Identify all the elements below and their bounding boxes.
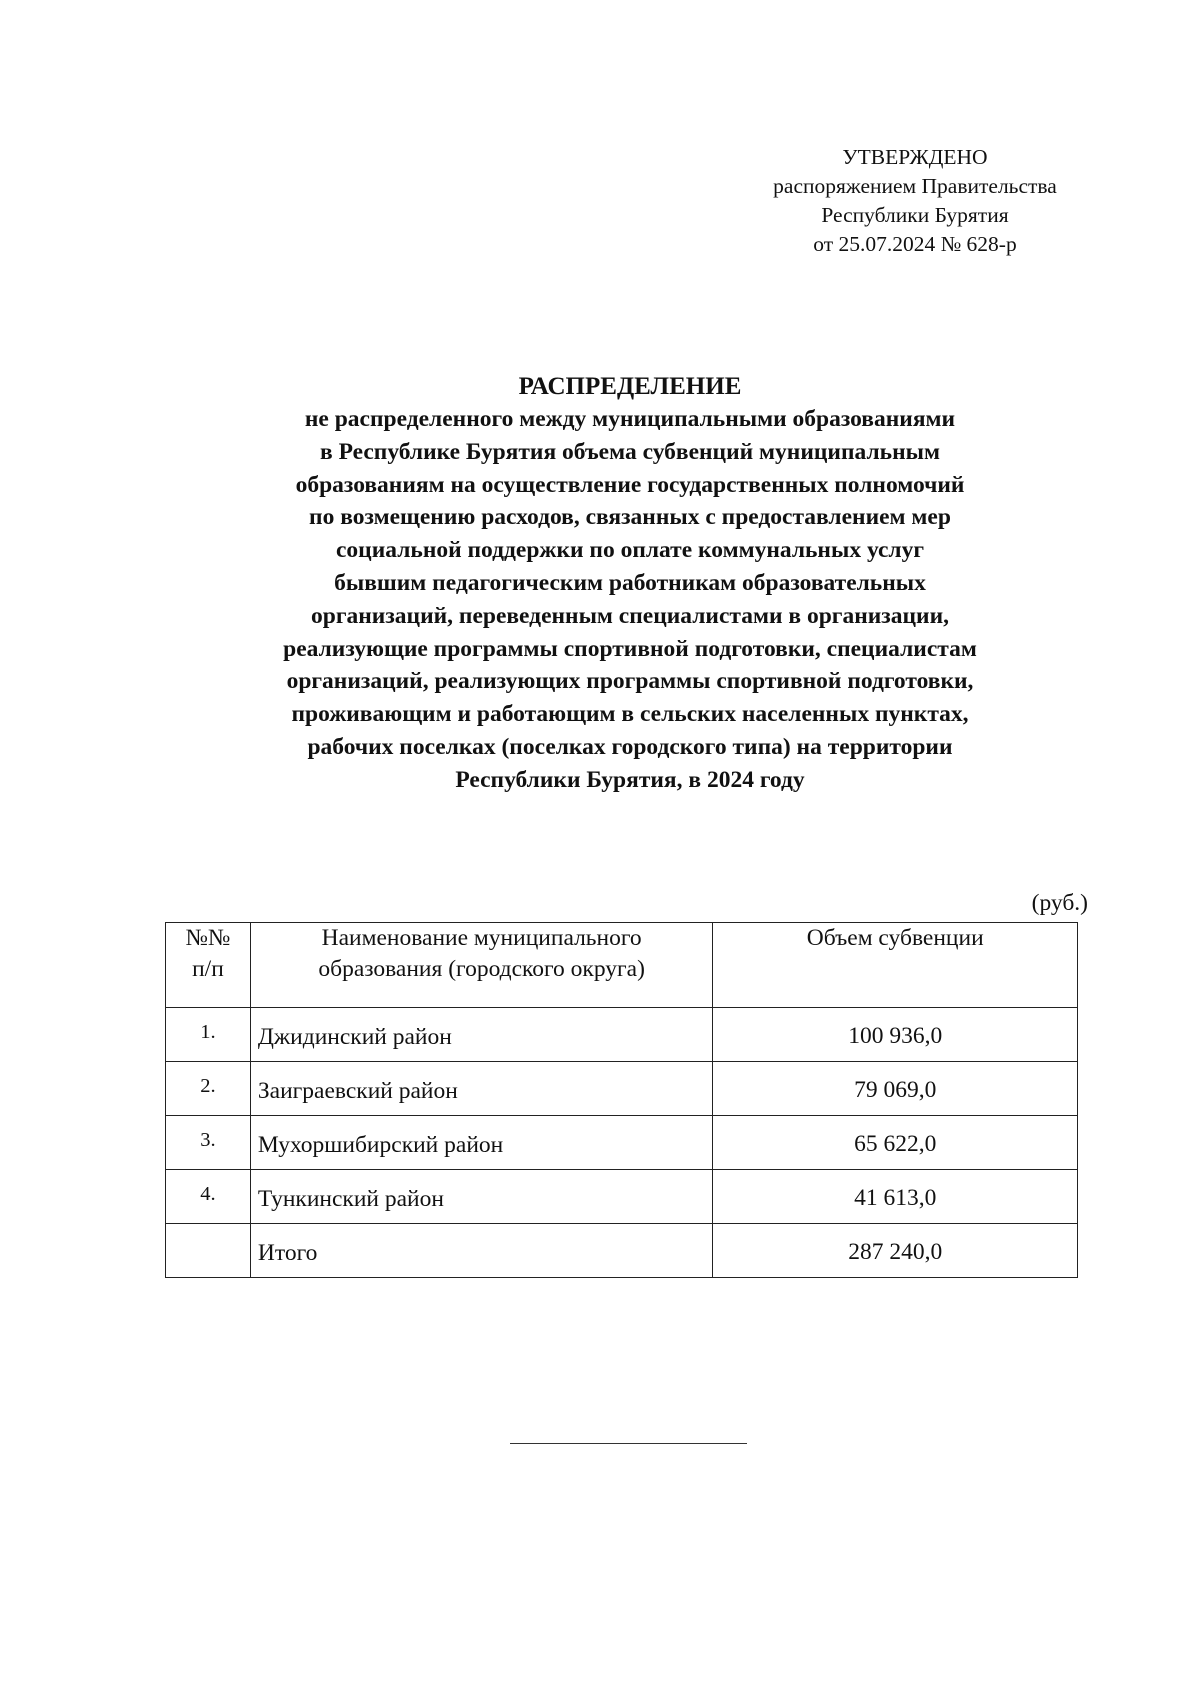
row-amount: 65 622,0 (713, 1116, 1078, 1170)
row-amount: 79 069,0 (713, 1062, 1078, 1116)
currency-unit-label: (руб.) (1031, 890, 1088, 916)
header-number-line2: п/п (192, 956, 224, 982)
header-number-line1: №№ (185, 925, 231, 951)
row-amount: 100 936,0 (713, 1008, 1078, 1062)
table-row (166, 1170, 1078, 1224)
subtitle-line: организаций, переведенным специалистами в организации, (311, 602, 949, 629)
row-amount: 41 613,0 (713, 1170, 1078, 1224)
subtitle-line: организаций, реализующих программы спортивной подготовки, (286, 668, 974, 695)
total-amount: 287 240,0 (713, 1224, 1078, 1278)
approval-label: УТВЕРЖДЕНО (842, 145, 988, 169)
document-title (140, 370, 1120, 797)
approval-date-number: от 25.07.2024 № 628-р (813, 232, 1017, 256)
table-row (166, 1008, 1078, 1062)
distribution-table (165, 922, 1078, 1278)
total-label: Итого (250, 1224, 713, 1278)
approval-stamp (725, 143, 1105, 259)
header-number (166, 923, 251, 1008)
subtitle-line: в Республике Бурятия объема субвенций муниципальным (320, 438, 940, 465)
row-municipality: Тункинский район (250, 1170, 713, 1224)
subtitle-line: Республики Бурятия, в 2024 году (455, 766, 805, 793)
subtitle-line: рабочих поселках (поселках городского типа) на территории (307, 733, 953, 760)
subtitle-line: проживающим и работающим в сельских населенных пунктах, (291, 701, 969, 728)
subtitle-line: бывшим педагогическим работникам образовательных (334, 569, 926, 596)
total-number (166, 1224, 251, 1278)
header-municipality-line2: образования (городского округа) (318, 956, 645, 982)
approval-authority: распоряжением Правительства (773, 174, 1057, 198)
subtitle-line: не распределенного между муниципальными образованиями (304, 406, 956, 432)
header-municipality-line1: Наименование муниципального (321, 925, 642, 951)
document-heading: РАСПРЕДЕЛЕНИЕ (518, 373, 742, 400)
row-municipality: Заиграевский район (250, 1062, 713, 1116)
end-of-document-rule (510, 1443, 747, 1444)
row-number: 4. (166, 1170, 251, 1224)
header-municipality (250, 923, 713, 1008)
table-total-row (166, 1224, 1078, 1278)
row-municipality: Джидинский район (250, 1008, 713, 1062)
table-row (166, 1116, 1078, 1170)
row-number: 1. (166, 1008, 251, 1062)
header-amount: Объем субвенции (713, 923, 1078, 1008)
row-municipality: Мухоршибирский район (250, 1116, 713, 1170)
subtitle-line: реализующие программы спортивной подготовки, специалистам (283, 635, 977, 662)
row-number: 3. (166, 1116, 251, 1170)
subtitle-line: социальной поддержки по оплате коммунальных услуг (335, 537, 925, 564)
row-number: 2. (166, 1062, 251, 1116)
subtitle-line: образованиям на осуществление государственных полномочий (295, 471, 965, 498)
subtitle-line: по возмещению расходов, связанных с предоставлением мер (309, 504, 951, 531)
table-row (166, 1062, 1078, 1116)
table-header-row (166, 923, 1078, 1008)
approval-region: Республики Бурятия (821, 203, 1009, 227)
document-subtitle (140, 403, 1120, 797)
